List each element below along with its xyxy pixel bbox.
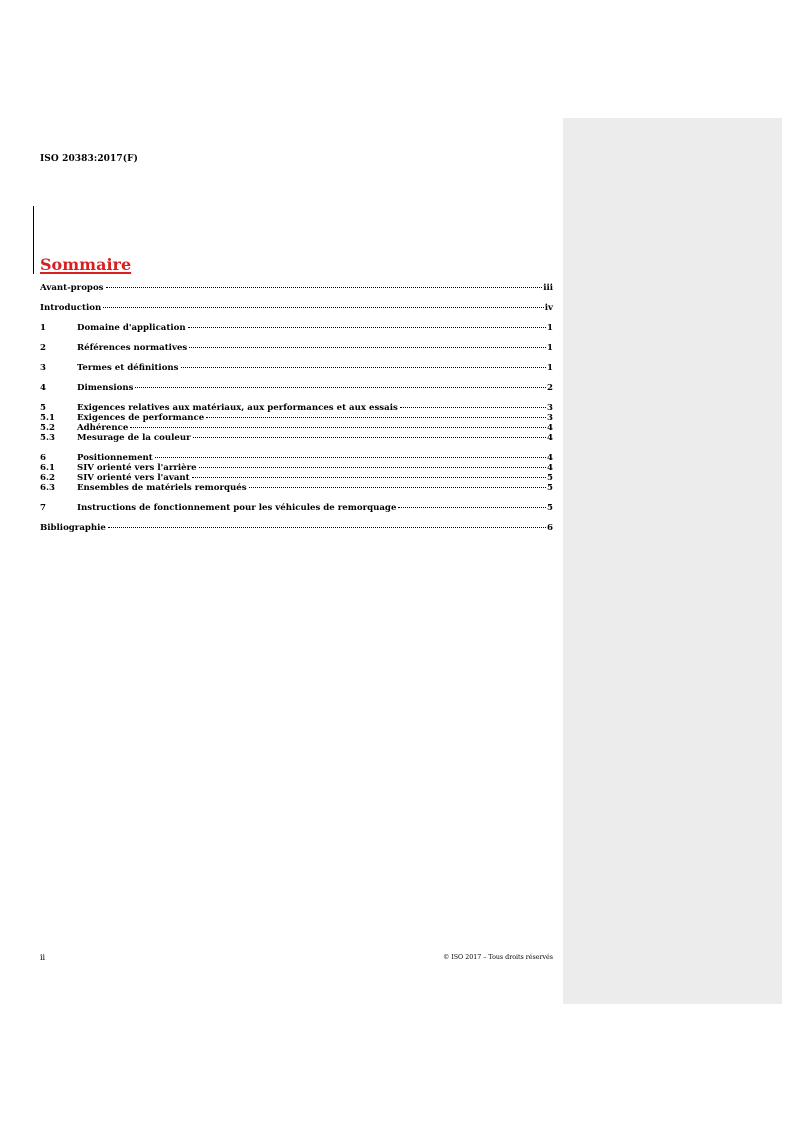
toc-entry-page: 4 [547, 433, 553, 443]
toc-entry-title: Bibliographie [40, 523, 106, 533]
toc-entry-title: Introduction [40, 303, 102, 313]
toc-entry-number: 7 [40, 503, 46, 513]
toc-entry-page: 1 [547, 323, 553, 333]
toc-entry-number: 6.1 [40, 463, 55, 473]
toc-entry[interactable] [40, 483, 553, 493]
toc-entry-number: 5.2 [40, 423, 55, 433]
toc-entry[interactable] [40, 303, 553, 313]
toc-entry-number: 4 [40, 383, 46, 393]
toc-entry[interactable] [40, 403, 553, 413]
toc-entry-number: 5.3 [40, 433, 55, 443]
toc-entry-page: 1 [547, 363, 553, 373]
table-of-contents [40, 283, 553, 533]
toc-entry[interactable] [40, 363, 553, 373]
footer-copyright: © ISO 2017 – Tous droits réservés [442, 954, 553, 961]
toc-leader-dots [106, 287, 543, 288]
toc-leader-dots [188, 327, 546, 328]
toc-leader-dots [103, 307, 544, 308]
toc-entry-title: Positionnement [77, 453, 153, 463]
toc-entry[interactable] [40, 413, 553, 423]
toc-entry-page: 4 [547, 423, 553, 433]
toc-leader-dots [249, 487, 546, 488]
toc-entry-page: 5 [547, 503, 553, 513]
change-bar [33, 206, 34, 274]
toc-entry-page: 1 [547, 343, 553, 353]
toc-entry-title: Termes et définitions [77, 363, 179, 373]
toc-entry-title: Adhérence [77, 423, 129, 433]
toc-entry[interactable] [40, 473, 553, 483]
toc-entry-page: 6 [547, 523, 553, 533]
toc-entry-title: SIV orienté vers l'avant [77, 473, 190, 483]
toc-leader-dots [400, 407, 546, 408]
toc-entry-title: Exigences de performance [77, 413, 205, 423]
toc-entry[interactable] [40, 463, 553, 473]
toc-entry[interactable] [40, 343, 553, 353]
toc-entry-title: Exigences relatives aux matériaux, aux performances et aux essais [77, 403, 398, 413]
toc-leader-dots [398, 507, 546, 508]
toc-leader-dots [192, 477, 546, 478]
toc-entry-title: Dimensions [77, 383, 134, 393]
toc-entry[interactable] [40, 453, 553, 463]
toc-entry-title: SIV orienté vers l'arrière [77, 463, 197, 473]
toc-entry-number: 6.3 [40, 483, 55, 493]
toc-entry-page: 3 [547, 413, 553, 423]
toc-entry-number: 5.1 [40, 413, 55, 423]
toc-entry-number: 3 [40, 363, 46, 373]
toc-leader-dots [181, 367, 547, 368]
toc-entry-title: Références normatives [77, 343, 188, 353]
toc-entry-page: 4 [547, 453, 553, 463]
toc-entry[interactable] [40, 433, 553, 443]
toc-leader-dots [193, 437, 546, 438]
toc-entry[interactable] [40, 323, 553, 333]
toc-entry[interactable] [40, 383, 553, 393]
document-id: ISO 20383:2017(F) [40, 154, 138, 164]
toc-leader-dots [189, 347, 546, 348]
toc-entry-title: Instructions de fonctionnement pour les véhicules de remorquage [77, 503, 397, 513]
toc-leader-dots [155, 457, 546, 458]
toc-entry-page: 4 [547, 463, 553, 473]
toc-entry[interactable] [40, 423, 553, 433]
toc-entry-page: 5 [547, 473, 553, 483]
toc-leader-dots [108, 527, 546, 528]
toc-entry-number: 1 [40, 323, 46, 333]
toc-entry-number: 5 [40, 403, 46, 413]
toc-entry-number: 6 [40, 453, 46, 463]
toc-leader-dots [135, 387, 546, 388]
toc-entry-title: Domaine d'application [77, 323, 186, 333]
toc-entry-page: 3 [547, 403, 553, 413]
toc-entry-page: 5 [547, 483, 553, 493]
toc-entry-number: 6.2 [40, 473, 55, 483]
footer-page-number: ii [40, 953, 46, 962]
toc-leader-dots [130, 427, 546, 428]
toc-entry-page: iv [544, 303, 553, 313]
toc-entry[interactable] [40, 523, 553, 533]
toc-entry-title: Mesurage de la couleur [77, 433, 191, 443]
toc-leader-dots [199, 467, 546, 468]
toc-entry[interactable] [40, 503, 553, 513]
toc-title: Sommaire [40, 255, 132, 274]
toc-entry-page: 2 [547, 383, 553, 393]
toc-entry-number: 2 [40, 343, 46, 353]
toc-entry-title: Ensembles de matériels remorqués [77, 483, 247, 493]
toc-entry[interactable] [40, 283, 553, 293]
toc-entry-title: Avant-propos [40, 283, 104, 293]
toc-entry-page: iii [543, 283, 553, 293]
toc-leader-dots [206, 417, 546, 418]
comment-pane [563, 118, 782, 1004]
